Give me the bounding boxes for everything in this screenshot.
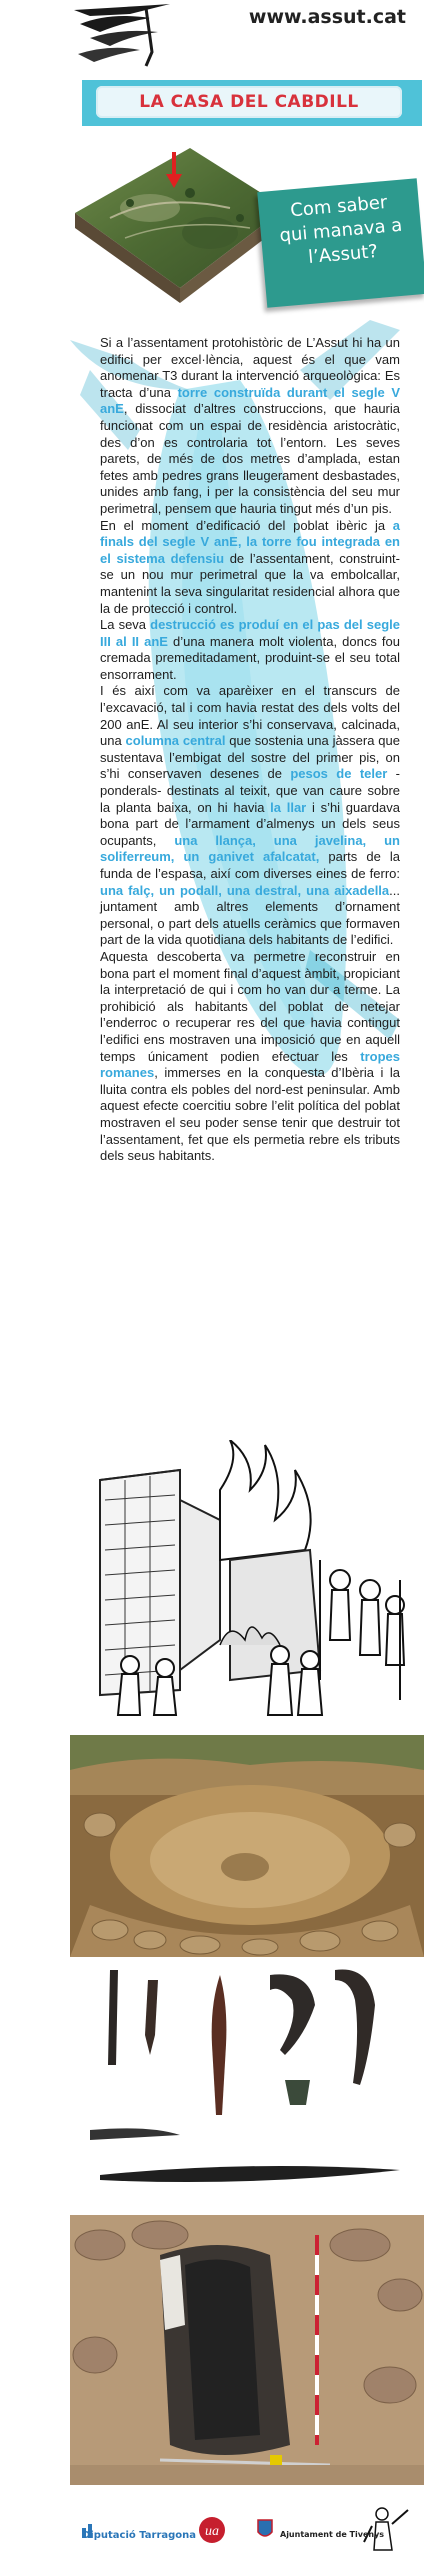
paragraph-text: I és així com va aparèixer en el transcurs de l’excavació, tal i com havia restat des dels volts del 200 anE. Al seu interior s’hi conservava, calcinada, una xyxy=(100,683,400,749)
highlighted-text: columna central xyxy=(125,733,226,749)
highlighted-text: torre construïda durant el segle V anE xyxy=(100,384,401,417)
highlighted-text: una llança, una javelina, un soliferreum, un ganivet afalcatat, xyxy=(100,832,400,865)
article-paragraph xyxy=(100,518,400,618)
paragraph-text: Es tracta d’una xyxy=(100,368,400,400)
page-header xyxy=(0,0,424,70)
ajuntament-label[interactable]: Ajuntament de Tivenys xyxy=(280,2530,385,2539)
paragraph-text: Si a l’assentament protohistòric de L’Assut hi ha un edifici per excel·lència, aquest és el que vam anomenar T3 durant la intervenció arqueològica: xyxy=(100,335,400,384)
tivenys-crest-icon xyxy=(258,2520,272,2536)
iron-artifacts-photo xyxy=(70,1965,424,2205)
paragraph-text: -ponderals- destinats al teixit, que van caure sobre la planta baixa, on hi havia xyxy=(100,766,400,815)
university-logo-icon xyxy=(199,2517,225,2543)
excavated-room-photo xyxy=(70,1735,424,1957)
burning-tower-illustration xyxy=(70,1440,424,1720)
article-paragraph xyxy=(100,949,400,1165)
paragraph-text: d’una manera molt violenta, doncs fou cremada premeditadament, produint-se el seu total ensorrament. xyxy=(100,633,400,682)
paragraph-text: ... juntament amb altres elements d’ornament personal, o part dels atuells ceràmics que formaven part de la vida quotidiana dels habitants de l’edifici. xyxy=(100,882,400,948)
title-band xyxy=(82,80,422,126)
highlighted-text: la llar xyxy=(270,799,307,815)
paragraph-text: En el moment d’edificació del poblat ibèric ja xyxy=(100,517,393,533)
site-url[interactable]: www.assut.cat xyxy=(248,6,406,28)
aerial-terrain-photo xyxy=(70,138,290,308)
paragraph-text: i s’hi guardava bona part de l’armament d’almenys un dels seus ocupants, xyxy=(100,799,400,848)
highlighted-text: pesos de teler xyxy=(290,766,388,782)
question-line: l’Assut? xyxy=(307,240,379,268)
article-paragraph xyxy=(100,335,400,518)
highlighted-text: tropes romanes xyxy=(100,1048,400,1081)
highlighted-text: una falç, un podall, una destral, una aixadella xyxy=(100,882,390,898)
column-excavation-photo xyxy=(70,2215,424,2485)
article-paragraph xyxy=(100,617,400,683)
paragraph-text: Aquesta descoberta va permetre reconstruir en bona part el moment final d’aquest àmbit, propiciant la interpretació de qui i com ho van dur a terme. La prohibició als habitants del poblat de netejar l’enderroc o recuperar res del que havia contingut l’edifici ens mostraven una imposició que en aquell temps únicament podien efectuar les xyxy=(100,948,400,1064)
article-body xyxy=(100,335,400,1165)
paragraph-text: , dissociat d’altres construccions, que hauria funcionat com un espai de residència aristocràtic, des d’on es controlaria tot l’entorn. Les seves parets, de més de dos metres d’amplada, estan fetes amb pedres grans lleugerament desbastades, unides amb fang, i per la consistència del seu mur perimetral, pensem que hauria tingut més d’un pis. xyxy=(100,401,400,516)
assut-logo-icon xyxy=(70,2,180,68)
highlighted-text: destrucció es produí en el pas del segle III al II anE xyxy=(100,617,400,649)
article-paragraph xyxy=(100,683,400,949)
warrior-figure-icon xyxy=(364,2508,408,2550)
question-line: Com saber xyxy=(289,191,389,222)
svg-text:ua: ua xyxy=(205,2524,219,2539)
paragraph-text: parts de la funda de l’espasa, així com diverses eines de ferro: xyxy=(100,849,400,881)
paragraph-text: que sostenia una jàssera que sustentava l’embigat del sostre del primer pis, on s’hi conservaven desenes de xyxy=(100,733,400,782)
paragraph-text: La seva xyxy=(100,617,151,633)
highlighted-text: a finals del segle V anE, la torre fou integrada en el sistema defensiu xyxy=(100,517,400,566)
page-title: LA CASA DEL CABDILL xyxy=(96,86,402,118)
paragraph-text: de l’assentament, construint-se un nou mur perimetral que la va embolcallar, mantenint la seva singularitat residencial alhora que la de protecció i control. xyxy=(100,550,400,616)
paragraph-text: , immerses en la conquesta d’Ibèria i la lluita contra els pobles del nord-est peninsular. Amb aquest efecte coercitiu sobre l’elit política del poblat mostraven el seu poder sense tenir que destruir tot l’assentament, fet que els permetia rebre els tributs dels seus habitants. xyxy=(100,1065,400,1164)
diputacio-label[interactable]: Diputació Tarragona xyxy=(82,2530,197,2541)
question-box xyxy=(257,178,424,308)
question-line: qui manava a xyxy=(278,214,404,247)
